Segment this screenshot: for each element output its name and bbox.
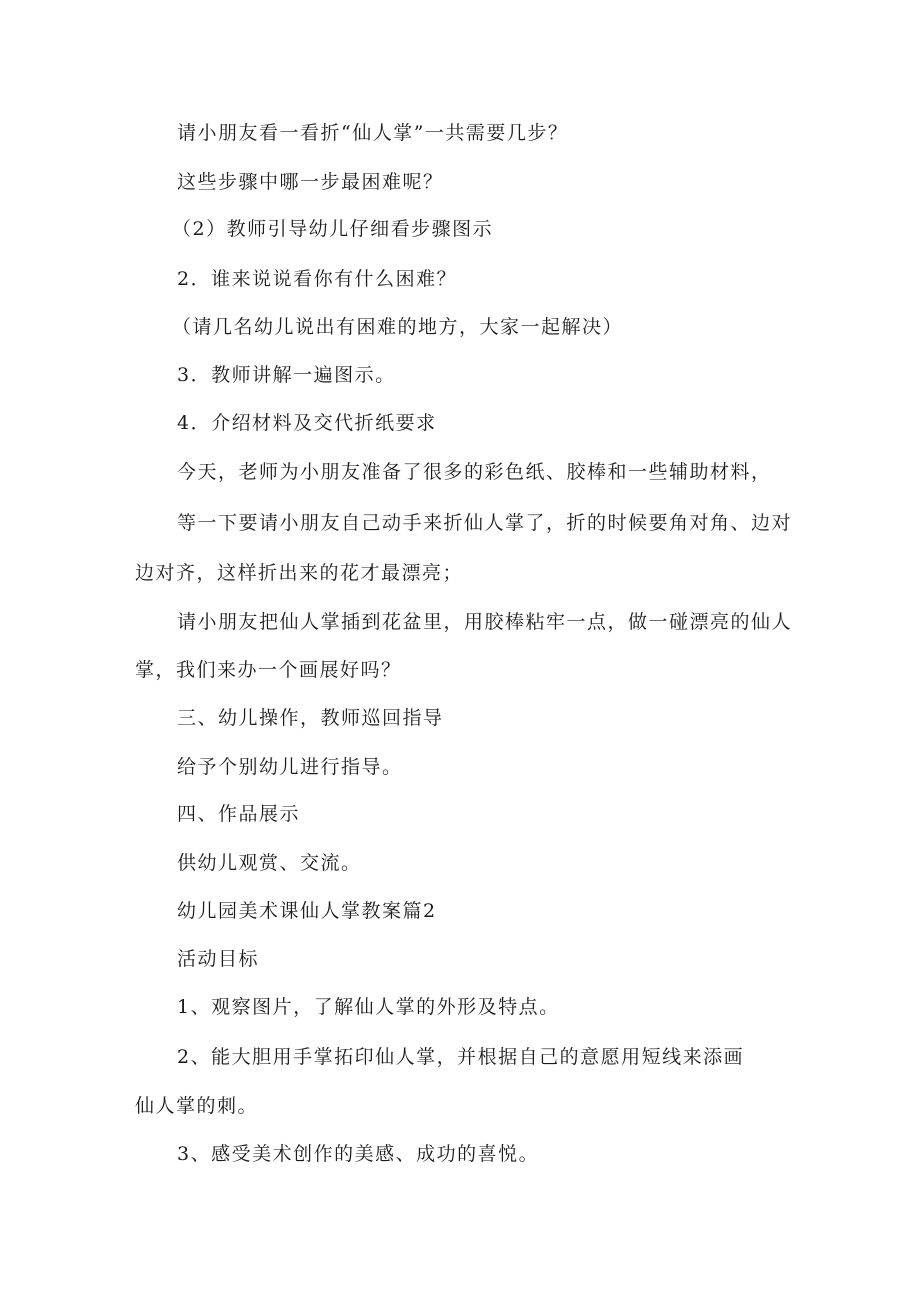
paragraph-line: 仙人掌的刺。 [135, 1095, 259, 1117]
paragraph-line: 1、观察图片，了解仙人掌的外形及特点。 [177, 996, 560, 1018]
paragraph-line: 今天，老师为小朋友准备了很多的彩色纸、胶棒和一些辅助材料， [177, 461, 772, 483]
paragraph-line: 掌，我们来办一个画展好吗？ [135, 659, 402, 681]
paragraph-line: 3．教师讲解一遍图示。 [177, 364, 396, 386]
paragraph-line: 给予个别幼儿进行指导。 [177, 756, 403, 778]
paragraph-line: 3、感受美术创作的美感、成功的喜悦。 [177, 1143, 540, 1165]
section-heading: 幼儿园美术课仙人掌教案篇2 [177, 900, 437, 922]
paragraph-line: （2）教师引导幼儿仔细看步骤图示 [172, 218, 494, 240]
paragraph-line: 三、幼儿操作，教师巡回指导 [177, 707, 444, 729]
paragraph-line: 2、能大胆用手掌拓印仙人掌，并根据自己的意愿用短线来添画 [177, 1046, 745, 1068]
paragraph-line: 请小朋友看一看折“仙人掌”一共需要几步？ [177, 122, 569, 144]
paragraph-line: 四、作品展示 [177, 803, 301, 825]
paragraph-line: 活动目标 [177, 948, 260, 970]
paragraph-line: 供幼儿观赏、交流。 [177, 852, 362, 874]
paragraph-line: 请小朋友把仙人掌插到花盆里，用胶棒粘牢一点，做一碰漂亮的仙人 [177, 611, 793, 633]
paragraph-line: （请几名幼儿说出有困难的地方，大家一起解决） [172, 316, 624, 338]
paragraph-line: 4．介绍材料及交代折纸要求 [177, 412, 437, 434]
paragraph-line: 这些步骤中哪一步最困难呢？ [177, 171, 444, 193]
paragraph-line: 边对齐，这样折出来的花才最漂亮； [135, 562, 464, 584]
paragraph-line: 等一下要请小朋友自己动手来折仙人掌了，折的时候要角对角、边对 [177, 512, 793, 534]
paragraph-line: 2．谁来说说看你有什么困难？ [177, 268, 458, 290]
